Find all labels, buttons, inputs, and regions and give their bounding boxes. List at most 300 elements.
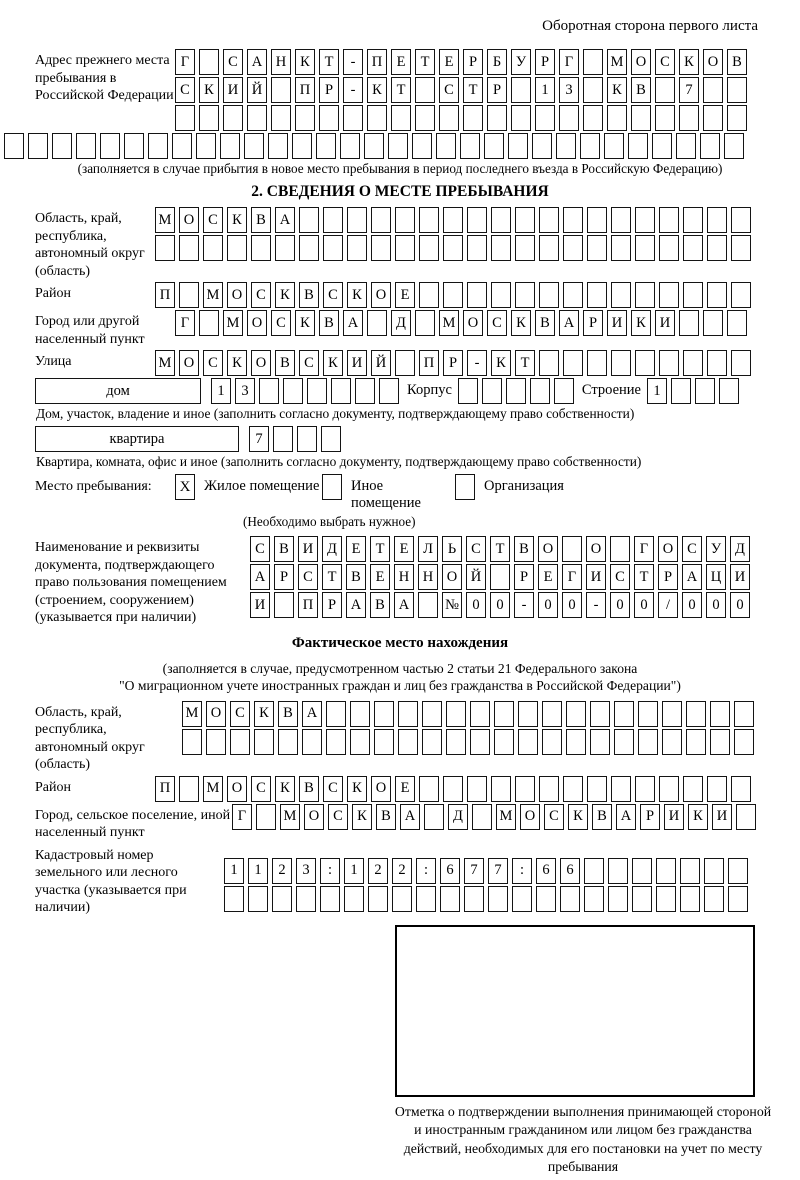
char-cell[interactable] [76,133,96,159]
char-cell[interactable] [419,207,439,233]
char-cell[interactable] [563,350,583,376]
char-cell[interactable]: : [512,858,532,884]
char-cell[interactable] [703,105,723,131]
char-cell[interactable] [350,701,370,727]
char-cell[interactable]: И [664,804,684,830]
char-cell[interactable]: - [514,592,534,618]
char-cell[interactable]: Е [391,49,411,75]
char-cell[interactable] [590,729,610,755]
char-cell[interactable] [148,133,168,159]
char-cell[interactable] [388,133,408,159]
char-cell[interactable] [472,804,492,830]
char-cell[interactable] [424,804,444,830]
char-cell[interactable]: Г [634,536,654,562]
char-cell[interactable] [686,701,706,727]
char-cell[interactable] [724,133,744,159]
char-cell[interactable]: М [280,804,300,830]
char-cell[interactable] [296,886,316,912]
char-cell[interactable] [467,235,487,261]
char-cell[interactable] [614,701,634,727]
char-cell[interactable]: С [175,77,195,103]
char-cell[interactable] [632,886,652,912]
char-cell[interactable] [511,105,531,131]
char-cell[interactable]: - [343,77,363,103]
char-cell[interactable] [512,886,532,912]
char-cell[interactable]: П [298,592,318,618]
char-cell[interactable] [326,701,346,727]
char-cell[interactable]: О [227,776,247,802]
char-cell[interactable] [518,701,538,727]
char-cell[interactable] [316,133,336,159]
char-cell[interactable] [614,729,634,755]
char-cell[interactable] [419,282,439,308]
char-cell[interactable]: А [250,564,270,590]
char-cell[interactable] [28,133,48,159]
char-cell[interactable]: Д [730,536,750,562]
char-cell[interactable] [124,133,144,159]
char-cell[interactable] [587,235,607,261]
char-cell[interactable] [488,886,508,912]
char-cell[interactable] [560,886,580,912]
char-cell[interactable]: О [251,350,271,376]
char-cell[interactable]: С [230,701,250,727]
char-cell[interactable] [227,235,247,261]
char-cell[interactable] [379,378,399,404]
char-cell[interactable] [662,701,682,727]
char-cell[interactable]: - [343,49,363,75]
char-cell[interactable]: К [323,350,343,376]
char-cell[interactable] [556,133,576,159]
char-cell[interactable] [679,310,699,336]
char-cell[interactable] [326,729,346,755]
char-cell[interactable] [707,207,727,233]
char-cell[interactable] [679,105,699,131]
char-cell[interactable]: О [586,536,606,562]
char-cell[interactable]: 2 [272,858,292,884]
char-cell[interactable] [539,350,559,376]
char-cell[interactable] [704,858,724,884]
char-cell[interactable]: А [559,310,579,336]
char-cell[interactable] [196,133,216,159]
char-cell[interactable] [179,235,199,261]
char-cell[interactable] [707,235,727,261]
char-cell[interactable] [590,701,610,727]
other-premises-checkbox[interactable] [322,474,342,500]
char-cell[interactable]: М [182,701,202,727]
char-cell[interactable] [347,235,367,261]
char-cell[interactable]: Р [322,592,342,618]
char-cell[interactable] [583,105,603,131]
char-cell[interactable]: № [442,592,462,618]
char-cell[interactable] [179,776,199,802]
char-cell[interactable]: 1 [248,858,268,884]
char-cell[interactable]: С [223,49,243,75]
char-cell[interactable] [535,105,555,131]
char-cell[interactable] [467,207,487,233]
char-cell[interactable]: - [467,350,487,376]
char-cell[interactable]: Т [391,77,411,103]
char-cell[interactable]: И [347,350,367,376]
char-cell[interactable] [436,133,456,159]
char-cell[interactable] [422,701,442,727]
char-cell[interactable] [580,133,600,159]
char-cell[interactable]: М [155,207,175,233]
char-cell[interactable] [704,886,724,912]
char-cell[interactable]: В [631,77,651,103]
char-cell[interactable]: О [179,207,199,233]
char-cell[interactable] [224,886,244,912]
char-cell[interactable] [734,729,754,755]
char-cell[interactable]: В [376,804,396,830]
char-cell[interactable] [539,235,559,261]
char-cell[interactable] [727,105,747,131]
char-cell[interactable] [273,426,293,452]
char-cell[interactable]: 0 [706,592,726,618]
char-cell[interactable] [368,886,388,912]
char-cell[interactable]: А [247,49,267,75]
char-cell[interactable]: С [544,804,564,830]
char-cell[interactable] [707,776,727,802]
char-cell[interactable] [467,776,487,802]
char-cell[interactable] [494,701,514,727]
char-cell[interactable]: Е [394,536,414,562]
char-cell[interactable]: / [658,592,678,618]
char-cell[interactable] [458,378,478,404]
char-cell[interactable]: 0 [730,592,750,618]
char-cell[interactable] [182,729,202,755]
apartment-type-box[interactable]: квартира [35,426,239,452]
char-cell[interactable]: К [367,77,387,103]
char-cell[interactable] [659,776,679,802]
char-cell[interactable] [515,776,535,802]
char-cell[interactable]: О [538,536,558,562]
char-cell[interactable]: П [155,282,175,308]
char-cell[interactable]: Г [175,49,195,75]
char-cell[interactable] [175,105,195,131]
char-cell[interactable] [611,282,631,308]
char-cell[interactable] [587,776,607,802]
char-cell[interactable] [487,105,507,131]
char-cell[interactable]: 3 [296,858,316,884]
char-cell[interactable] [659,350,679,376]
char-cell[interactable] [683,350,703,376]
char-cell[interactable]: С [655,49,675,75]
char-cell[interactable]: П [155,776,175,802]
char-cell[interactable] [344,886,364,912]
char-cell[interactable] [518,729,538,755]
char-cell[interactable]: М [203,776,223,802]
char-cell[interactable] [611,350,631,376]
char-cell[interactable] [350,729,370,755]
char-cell[interactable]: В [727,49,747,75]
organization-checkbox[interactable] [455,474,475,500]
char-cell[interactable] [563,207,583,233]
char-cell[interactable] [728,886,748,912]
char-cell[interactable]: Р [319,77,339,103]
char-cell[interactable] [587,350,607,376]
char-cell[interactable]: С [487,310,507,336]
char-cell[interactable]: Р [658,564,678,590]
char-cell[interactable]: К [295,49,315,75]
char-cell[interactable] [299,207,319,233]
char-cell[interactable]: О [371,776,391,802]
char-cell[interactable]: 1 [224,858,244,884]
char-cell[interactable]: В [592,804,612,830]
char-cell[interactable]: С [299,350,319,376]
char-cell[interactable] [655,77,675,103]
char-cell[interactable] [230,729,250,755]
char-cell[interactable] [515,282,535,308]
char-cell[interactable] [611,235,631,261]
char-cell[interactable]: А [400,804,420,830]
char-cell[interactable] [515,207,535,233]
char-cell[interactable]: 3 [235,378,255,404]
char-cell[interactable] [731,207,751,233]
char-cell[interactable]: В [251,207,271,233]
char-cell[interactable]: П [367,49,387,75]
char-cell[interactable]: 0 [466,592,486,618]
char-cell[interactable]: П [419,350,439,376]
char-cell[interactable]: : [320,858,340,884]
char-cell[interactable] [419,235,439,261]
char-cell[interactable]: К [491,350,511,376]
char-cell[interactable] [494,729,514,755]
char-cell[interactable] [367,310,387,336]
char-cell[interactable] [374,701,394,727]
char-cell[interactable]: Н [418,564,438,590]
char-cell[interactable] [319,105,339,131]
char-cell[interactable]: К [679,49,699,75]
char-cell[interactable]: Е [346,536,366,562]
char-cell[interactable]: Д [448,804,468,830]
char-cell[interactable]: И [298,536,318,562]
char-cell[interactable]: С [203,207,223,233]
char-cell[interactable]: А [343,310,363,336]
char-cell[interactable] [491,776,511,802]
char-cell[interactable] [655,105,675,131]
char-cell[interactable] [608,858,628,884]
char-cell[interactable] [340,133,360,159]
char-cell[interactable]: 0 [634,592,654,618]
char-cell[interactable] [710,729,730,755]
char-cell[interactable]: М [439,310,459,336]
char-cell[interactable] [491,207,511,233]
char-cell[interactable] [443,235,463,261]
char-cell[interactable] [683,235,703,261]
char-cell[interactable] [4,133,24,159]
char-cell[interactable]: 1 [344,858,364,884]
char-cell[interactable]: О [442,564,462,590]
char-cell[interactable]: Ь [442,536,462,562]
char-cell[interactable] [607,105,627,131]
char-cell[interactable] [416,886,436,912]
char-cell[interactable] [506,378,526,404]
char-cell[interactable]: Т [322,564,342,590]
char-cell[interactable] [247,105,267,131]
char-cell[interactable] [736,804,756,830]
char-cell[interactable] [539,776,559,802]
char-cell[interactable]: Е [370,564,390,590]
char-cell[interactable]: 7 [249,426,269,452]
char-cell[interactable] [635,282,655,308]
char-cell[interactable]: О [206,701,226,727]
char-cell[interactable] [638,701,658,727]
char-cell[interactable]: 2 [368,858,388,884]
char-cell[interactable]: К [275,282,295,308]
char-cell[interactable]: Б [487,49,507,75]
char-cell[interactable]: К [568,804,588,830]
char-cell[interactable] [703,77,723,103]
char-cell[interactable] [536,886,556,912]
char-cell[interactable]: О [658,536,678,562]
char-cell[interactable] [562,536,582,562]
char-cell[interactable]: Н [271,49,291,75]
char-cell[interactable] [703,310,723,336]
char-cell[interactable]: С [466,536,486,562]
char-cell[interactable]: А [346,592,366,618]
char-cell[interactable]: С [328,804,348,830]
char-cell[interactable] [659,235,679,261]
char-cell[interactable] [731,235,751,261]
char-cell[interactable]: С [203,350,223,376]
char-cell[interactable] [391,105,411,131]
char-cell[interactable] [419,776,439,802]
char-cell[interactable]: К [347,776,367,802]
char-cell[interactable] [278,729,298,755]
char-cell[interactable]: Т [515,350,535,376]
char-cell[interactable] [491,282,511,308]
char-cell[interactable] [608,886,628,912]
char-cell[interactable]: 1 [211,378,231,404]
char-cell[interactable] [631,105,651,131]
char-cell[interactable] [254,729,274,755]
char-cell[interactable] [439,105,459,131]
char-cell[interactable] [542,729,562,755]
char-cell[interactable] [268,133,288,159]
char-cell[interactable]: К [295,310,315,336]
char-cell[interactable] [683,282,703,308]
char-cell[interactable] [676,133,696,159]
char-cell[interactable]: В [346,564,366,590]
char-cell[interactable]: 3 [559,77,579,103]
char-cell[interactable]: 7 [488,858,508,884]
char-cell[interactable]: А [302,701,322,727]
char-cell[interactable] [443,282,463,308]
char-cell[interactable] [199,49,219,75]
char-cell[interactable]: С [298,564,318,590]
char-cell[interactable]: А [682,564,702,590]
char-cell[interactable] [271,77,291,103]
char-cell[interactable]: Й [466,564,486,590]
char-cell[interactable] [490,564,510,590]
house-type-box[interactable]: дом [35,378,201,404]
char-cell[interactable]: К [631,310,651,336]
char-cell[interactable]: А [616,804,636,830]
char-cell[interactable] [635,350,655,376]
char-cell[interactable] [584,886,604,912]
char-cell[interactable]: В [275,350,295,376]
char-cell[interactable]: В [278,701,298,727]
char-cell[interactable] [610,536,630,562]
char-cell[interactable]: Т [319,49,339,75]
char-cell[interactable]: С [323,776,343,802]
char-cell[interactable] [635,207,655,233]
char-cell[interactable] [220,133,240,159]
char-cell[interactable]: У [706,536,726,562]
char-cell[interactable] [656,886,676,912]
char-cell[interactable]: С [271,310,291,336]
char-cell[interactable]: С [439,77,459,103]
char-cell[interactable] [707,350,727,376]
char-cell[interactable] [566,701,586,727]
char-cell[interactable] [443,776,463,802]
char-cell[interactable] [367,105,387,131]
char-cell[interactable] [275,235,295,261]
char-cell[interactable]: С [682,536,702,562]
char-cell[interactable] [283,378,303,404]
char-cell[interactable]: И [223,77,243,103]
char-cell[interactable] [731,282,751,308]
char-cell[interactable] [611,207,631,233]
char-cell[interactable]: С [251,776,271,802]
char-cell[interactable] [364,133,384,159]
char-cell[interactable] [415,77,435,103]
char-cell[interactable]: Г [175,310,195,336]
char-cell[interactable] [539,282,559,308]
char-cell[interactable]: 0 [610,592,630,618]
char-cell[interactable]: Н [394,564,414,590]
char-cell[interactable] [371,235,391,261]
char-cell[interactable]: Й [371,350,391,376]
char-cell[interactable]: 1 [535,77,555,103]
char-cell[interactable]: Р [487,77,507,103]
char-cell[interactable]: Р [640,804,660,830]
char-cell[interactable] [559,105,579,131]
char-cell[interactable] [470,729,490,755]
char-cell[interactable] [628,133,648,159]
char-cell[interactable]: П [295,77,315,103]
char-cell[interactable]: К [275,776,295,802]
char-cell[interactable] [440,886,460,912]
char-cell[interactable]: О [463,310,483,336]
char-cell[interactable]: Д [391,310,411,336]
char-cell[interactable]: Т [370,536,390,562]
char-cell[interactable] [244,133,264,159]
char-cell[interactable] [443,207,463,233]
char-cell[interactable]: 6 [560,858,580,884]
char-cell[interactable]: Р [583,310,603,336]
char-cell[interactable]: Г [232,804,252,830]
char-cell[interactable] [662,729,682,755]
char-cell[interactable] [251,235,271,261]
char-cell[interactable] [707,282,727,308]
char-cell[interactable]: Е [538,564,558,590]
char-cell[interactable]: : [416,858,436,884]
char-cell[interactable]: Т [415,49,435,75]
char-cell[interactable]: М [203,282,223,308]
char-cell[interactable] [295,105,315,131]
char-cell[interactable] [422,729,442,755]
char-cell[interactable] [659,207,679,233]
char-cell[interactable] [728,858,748,884]
char-cell[interactable] [343,105,363,131]
char-cell[interactable]: Е [439,49,459,75]
char-cell[interactable] [299,235,319,261]
char-cell[interactable]: Р [443,350,463,376]
char-cell[interactable]: Р [274,564,294,590]
char-cell[interactable] [583,49,603,75]
char-cell[interactable] [659,282,679,308]
